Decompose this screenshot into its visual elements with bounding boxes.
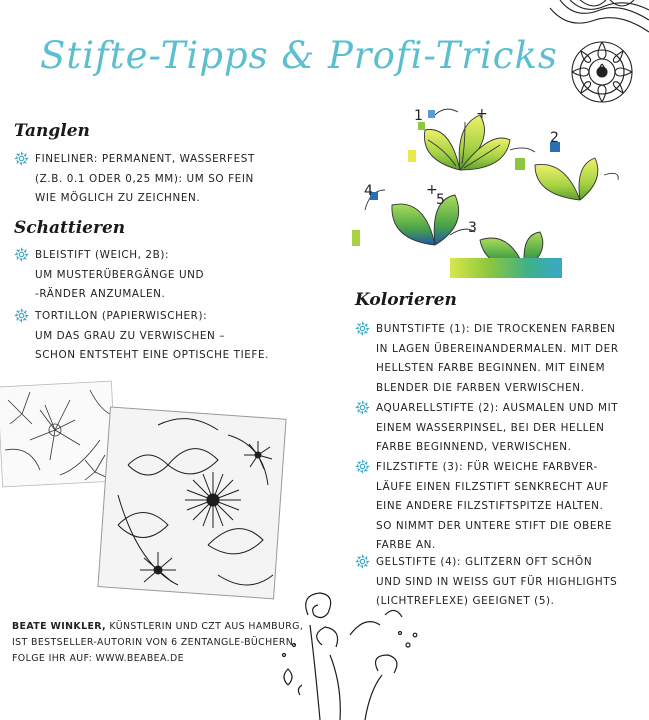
- step-number: 5: [436, 192, 445, 208]
- heading-kolorieren: Kolorieren: [355, 290, 457, 310]
- tip-line: (LICHTREFLEXE) GEEIGNET (5).: [376, 595, 555, 607]
- sprout-doodle-decoration: [270, 585, 430, 720]
- author-name: BEATE WINKLER,: [12, 621, 107, 632]
- tip-line: (Z.B. 0.1 ODER 0,25 MM): UM SO FEIN: [35, 172, 254, 185]
- tip-line: GELSTIFTE (4): GLITZERN OFT SCHÖN: [376, 556, 593, 568]
- tip-line: BLEISTIFT (WEICH, 2B):: [35, 249, 170, 261]
- gear-bullet-icon: [355, 459, 370, 474]
- page-title: Stifte-Tipps & Profi-Tricks: [40, 34, 558, 77]
- tip-line: BUNTSTIFTE (1): DIE TROCKENEN FARBEN: [376, 323, 616, 335]
- heading-schattieren: Schattieren: [14, 218, 126, 238]
- zentangle-sample-front: [98, 405, 288, 605]
- tip-fineliner: [14, 150, 255, 209]
- tip-line: SCHON ENTSTEHT EINE OPTISCHE TIEFE.: [35, 349, 270, 361]
- author-bio-line: KÜNSTLERIN UND CZT AUS HAMBURG,: [106, 621, 304, 632]
- step-number: 1: [414, 108, 423, 124]
- author-bio: [12, 619, 303, 667]
- gear-bullet-icon: [355, 400, 370, 415]
- tip-buntstifte: [355, 320, 619, 398]
- tip-line: BLENDER DIE FARBEN VERWISCHEN.: [376, 381, 585, 394]
- gear-bullet-icon: [355, 321, 370, 336]
- tip-line: AQUARELLSTIFTE (2): AUSMALEN UND MIT: [376, 402, 619, 414]
- tip-line: SO NIMMT DER UNTERE STIFT DIE OBERE: [376, 519, 613, 532]
- tip-line: UM MUSTERÜBERGÄNGE UND: [35, 268, 205, 281]
- tip-line: FINELINER: PERMANENT, WASSERFEST: [35, 153, 255, 165]
- tip-aquarellstifte: [355, 399, 618, 458]
- tip-line: FILZSTIFTE (3): FÜR WEICHE FARBVER-: [376, 461, 598, 473]
- tip-line: UM DAS GRAU ZU VERWISCHEN –: [35, 329, 226, 342]
- gear-bullet-icon: [355, 554, 370, 569]
- tip-line: WIE MÖGLICH ZU ZEICHNEN.: [35, 192, 201, 204]
- tip-bleistift: [14, 246, 204, 305]
- tip-line: EINE ANDERE FILZSTIFTSPITZE HALTEN.: [376, 500, 604, 512]
- tip-filzstifte: [355, 458, 612, 556]
- tip-line: TORTILLON (PAPIERWISCHER):: [35, 310, 208, 322]
- step-number: 3: [468, 220, 477, 236]
- step-plus: +: [426, 182, 438, 198]
- author-website[interactable]: FOLGE IHR AUF: WWW.BEABEA.DE: [12, 653, 184, 664]
- tip-line: IN LAGEN ÜBEREINANDERMALEN. MIT DER: [376, 342, 619, 355]
- gear-bullet-icon: [14, 308, 29, 323]
- author-bio-line: IST BESTSELLER-AUTORIN VON 6 ZENTANGLE-BÜCHERN.: [12, 637, 297, 648]
- step-number: 4: [364, 183, 373, 199]
- tip-line: -RÄNDER ANZUMALEN.: [35, 288, 166, 300]
- coloring-steps-illustration: [350, 100, 649, 275]
- tip-line: EINEM WASSERPINSEL, BEI DER HELLEN: [376, 421, 605, 434]
- gear-bullet-icon: [14, 247, 29, 262]
- tip-tortillon: [14, 307, 269, 366]
- heading-tanglen: Tanglen: [14, 121, 90, 141]
- tip-line: UND SIND IN WEISS GUT FÜR HIGHLIGHTS: [376, 575, 618, 588]
- step-number: 2: [550, 130, 559, 146]
- step-plus: +: [476, 106, 488, 122]
- gear-bullet-icon: [14, 151, 29, 166]
- tip-line: HELLSTEN FARBE BEGINNEN. MIT EINEM: [376, 362, 606, 374]
- tip-line: FARBE BEGINNEND, VERWISCHEN.: [376, 441, 572, 453]
- tip-line: FARBE AN.: [376, 539, 436, 551]
- tip-line: LÄUFE EINEN FILZSTIFT SENKRECHT AUF: [376, 480, 609, 493]
